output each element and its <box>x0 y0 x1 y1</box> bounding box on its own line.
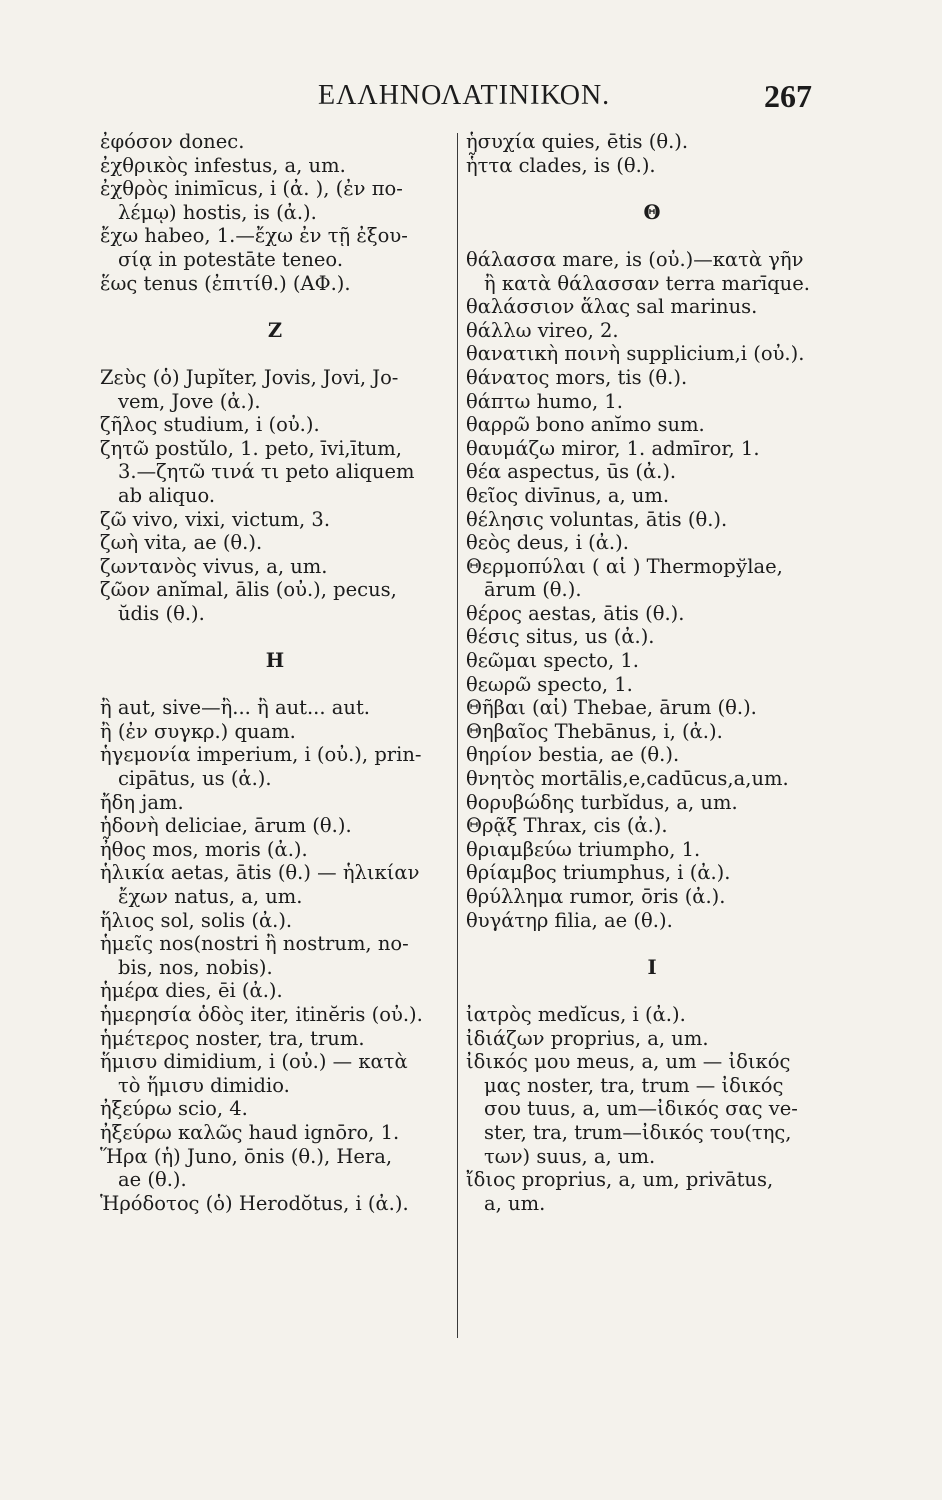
dictionary-entry: θεὸς deus, i (ἀ.). <box>466 531 629 555</box>
dictionary-entry: ἠξεύρω scio, 4. <box>100 1097 248 1121</box>
dictionary-entry: ἧττα clades, is (θ.). <box>466 153 656 177</box>
entry-continuation-line: ἔχων natus, a, um. <box>118 885 303 908</box>
dictionary-entry: ἐχθρὸς inimīcus, i (ἀ. ), (ἐν πο- <box>100 177 403 201</box>
section-spacer <box>466 979 838 1003</box>
entry-continuation-line: σου tuus, a, um—ἰδικός σας ve- <box>484 1097 798 1121</box>
dictionary-entry: ἴδιος proprius, a, um, privātus, <box>466 1168 774 1192</box>
dictionary-entry: θανατικὴ ποινὴ supplicium,i (οὐ.). <box>466 342 805 366</box>
dictionary-entry: θαλάσσιον ἅλας sal marinus. <box>466 295 758 319</box>
dictionary-entry: ζωντανὸς vivus, a, um. <box>100 554 328 578</box>
dictionary-entry: ἠξεύρω καλῶς haud ignōro, 1. <box>100 1120 400 1144</box>
dictionary-entry: θρύλλημα rumor, ōris (ἀ.). <box>466 885 726 908</box>
section-letter-heading: Ζ <box>267 318 283 342</box>
dictionary-entry: ἡλικία aetas, ātis (θ.) — ἡλικίαν <box>100 861 420 885</box>
entry-continuation-line: vem, Jove (ἀ.). <box>118 389 261 413</box>
section-letter-heading: Θ <box>643 200 661 224</box>
entry-continuation-line: ae (θ.). <box>118 1168 187 1192</box>
section-spacer <box>100 342 450 366</box>
dictionary-entry: θάλλω vireo, 2. <box>466 318 619 342</box>
dictionary-entry: ζῶ vivo, vixi, victum, 3. <box>100 507 331 531</box>
dictionary-entry: θορυβώδης turbĭdus, a, um. <box>466 790 738 814</box>
dictionary-entry: ἰδικός μου meus, a, um — ἰδικός <box>466 1050 791 1074</box>
dictionary-entry: ἡμερησία ὁδὸς iter, itinĕris (οὐ.). <box>100 1002 423 1026</box>
dictionary-entry: ζῆλος studium, i (οὐ.). <box>100 413 320 437</box>
dictionary-entry: ζῶον anĭmal, ālis (οὐ.), pecus, <box>100 578 397 602</box>
section-letter-heading: Η <box>265 649 285 673</box>
entry-continuation-line: a, um. <box>484 1191 546 1215</box>
entry-continuation-line: ster, tra, trum—ἰδικός του(της, <box>484 1120 792 1144</box>
entry-continuation-line: ŭdis (θ.). <box>118 601 205 625</box>
dictionary-entry: ἡσυχία quies, ētis (θ.). <box>466 130 689 153</box>
dictionary-entry: ἥλιος sol, solis (ἀ.). <box>100 908 293 932</box>
entry-continuation-line: τὸ ἥμισυ dimidio. <box>118 1073 290 1097</box>
dictionary-entry: ἦθος mos, moris (ἀ.). <box>100 837 308 861</box>
section-spacer <box>466 177 838 201</box>
dictionary-entry: ἔχω habeo, 1.—ἔχω ἐν τῇ ἐξου- <box>100 224 408 248</box>
column-divider <box>457 133 458 1338</box>
entry-continuation-line: 3.—ζητῶ τινά τι peto aliquem <box>118 460 415 484</box>
dictionary-entry: θεῶμαι specto, 1. <box>466 649 639 673</box>
entry-continuation-line: των) suus, a, um. <box>484 1144 656 1168</box>
dictionary-entry: θέα aspectus, ūs (ἀ.). <box>466 460 677 484</box>
entry-continuation-line: bis, nos, nobis). <box>118 955 273 979</box>
dictionary-entry: θνητὸς mortālis,e,cadūcus,a,um. <box>466 767 789 791</box>
section-spacer <box>100 295 450 319</box>
dictionary-entry: Θρᾷξ Thrax, cis (ἀ.). <box>466 814 668 838</box>
entry-continuation-line: μας noster, tra, trum — ἰδικός <box>484 1073 784 1097</box>
dictionary-entry: ἡμέρα dies, ēi (ἀ.). <box>100 979 283 1003</box>
dictionary-entry: ἐχθρικὸς infestus, a, um. <box>100 153 346 177</box>
page-title: ΕΛΛΗΝΟΛΑΤΙΝΙΚΟΝ. <box>318 80 611 111</box>
dictionary-entry: ἰατρὸς medĭcus, i (ἀ.). <box>466 1002 686 1026</box>
dictionary-entry: ἡμεῖς nos(nostri ἢ nostrum, no- <box>100 932 409 956</box>
section-letter-heading: Ι <box>647 955 657 979</box>
dictionary-entry: ζωὴ vita, ae (θ.). <box>100 531 263 555</box>
dictionary-entry: Ἥρα (ἡ) Juno, ōnis (θ.), Hera, <box>100 1144 393 1168</box>
dictionary-entry: Ἡρόδοτος (ὁ) Herodŏtus, i (ἀ.). <box>100 1191 409 1215</box>
dictionary-entry: θάνατος mors, tis (θ.). <box>466 365 688 389</box>
dictionary-entry: ἢ (ἐν συγκρ.) quam. <box>100 719 296 743</box>
dictionary-entry: θηρίον bestia, ae (θ.). <box>466 743 680 767</box>
dictionary-entry: θάλασσα mare, is (οὐ.)—κατὰ γῆν <box>466 247 804 271</box>
dictionary-entry: ἢ aut, sive—ἢ... ἢ aut... aut. <box>100 696 370 720</box>
dictionary-entry: ἥμισυ dimidium, i (οὐ.) — κατὰ <box>100 1050 408 1074</box>
dictionary-entry: Θηβαῖος Thebānus, i, (ἀ.). <box>466 719 723 743</box>
dictionary-entry: Θερμοπύλαι ( αἱ ) Thermopўlae, <box>466 554 783 578</box>
entry-continuation-line: ἢ κατὰ θάλασσαν terra marīque. <box>484 271 810 295</box>
dictionary-entry: θέλησις voluntas, ātis (θ.). <box>466 507 728 531</box>
dictionary-entry: ἰδιάζων proprius, a, um. <box>466 1026 709 1050</box>
dictionary-entry: θεῖος divīnus, a, um. <box>466 483 670 507</box>
page-number: 267 <box>764 78 812 114</box>
dictionary-entry: θαρρῶ bono anĭmo sum. <box>466 413 705 437</box>
entry-continuation-line: σίᾳ in potestāte teneo. <box>118 247 344 271</box>
section-spacer <box>466 932 838 956</box>
dictionary-entry: ἡδονὴ deliciae, ārum (θ.). <box>100 814 352 838</box>
dictionary-entry: θέσις situs, us (ἀ.). <box>466 625 655 649</box>
dictionary-entry: Ζεὺς (ὁ) Jupĭter, Jovis, Jovi, Jo- <box>100 365 399 389</box>
section-spacer <box>100 673 450 697</box>
dictionary-entry: ζητῶ postŭlo, 1. peto, īvi,ītum, <box>100 436 402 460</box>
right-column <box>466 130 838 1215</box>
section-spacer <box>466 224 838 248</box>
entry-continuation-line: λέμῳ) hostis, is (ἀ.). <box>118 200 317 224</box>
dictionary-entry: ἡμέτερος noster, tra, trum. <box>100 1026 365 1050</box>
left-column <box>100 130 450 1215</box>
dictionary-entry: Θῆβαι (αἱ) Thebae, ārum (θ.). <box>466 696 757 720</box>
dictionary-entry: θεωρῶ specto, 1. <box>466 672 633 696</box>
dictionary-entry: θαυμάζω miror, 1. admīror, 1. <box>466 436 760 460</box>
section-spacer <box>100 625 450 649</box>
dictionary-entry: θέρος aestas, ātis (θ.). <box>466 601 685 625</box>
entry-continuation-line: ab aliquo. <box>118 483 216 507</box>
dictionary-entry: θυγάτηρ filia, ae (θ.). <box>466 908 673 932</box>
page-header <box>0 80 942 120</box>
dictionary-entry: ἡγεμονία imperium, i (οὐ.), prin- <box>100 743 422 767</box>
entry-continuation-line: cipātus, us (ἀ.). <box>118 767 272 791</box>
dictionary-entry: ἕως tenus (ἐπιτίθ.) (ΑΦ.). <box>100 271 351 295</box>
dictionary-entry: θάπτω humo, 1. <box>466 389 623 413</box>
dictionary-entry: ἐφόσον donec. <box>100 130 245 153</box>
dictionary-entry: θρίαμβος triumphus, i (ἀ.). <box>466 861 731 885</box>
dictionary-entry: θριαμβεύω triumpho, 1. <box>466 837 701 861</box>
entry-continuation-line: ārum (θ.). <box>484 578 582 602</box>
dictionary-entry: ἤδη jam. <box>100 790 184 814</box>
